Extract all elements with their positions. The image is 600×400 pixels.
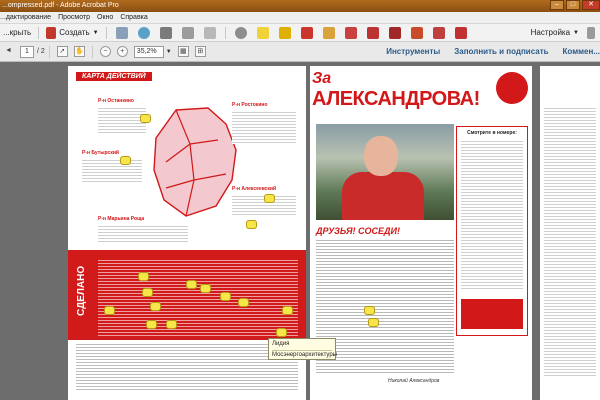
page-total: / 2: [37, 48, 45, 55]
menubar: [0, 12, 600, 24]
redact-icon[interactable]: [367, 27, 379, 39]
done-vertical-label: СДЕЛАНО: [76, 265, 87, 316]
menu-help[interactable]: Справка: [120, 14, 148, 21]
navigation-bar: [0, 42, 600, 62]
sticky-note-icon[interactable]: [282, 306, 293, 315]
create-pdf-icon: [46, 27, 56, 39]
menu-view[interactable]: Просмотр: [58, 14, 91, 21]
toolbar-divider: [38, 27, 39, 39]
photo-person-body: [342, 172, 424, 220]
sticky-note-icon[interactable]: [104, 306, 115, 315]
attach-icon[interactable]: [323, 27, 335, 39]
customize-button[interactable]: [528, 26, 582, 40]
achievements-band: [68, 250, 306, 340]
save-icon[interactable]: [116, 27, 128, 39]
toolbar-expand-icon[interactable]: [587, 27, 595, 39]
menu-edit[interactable]: ...дактирование: [0, 14, 52, 21]
open-button[interactable]: [0, 26, 34, 40]
sticky-note-icon[interactable]: [140, 114, 151, 123]
greeting-heading: ДРУЗЬЯ! СОСЕДИ!: [316, 226, 400, 236]
achievements-text: [98, 258, 298, 336]
sticky-note-icon[interactable]: [264, 194, 275, 203]
district-label-rostokino: Р-н Ростокино: [232, 102, 268, 108]
toolbar-divider: [106, 27, 107, 39]
zoom-out-icon[interactable]: −: [100, 46, 111, 57]
form-icon[interactable]: [455, 27, 467, 39]
district-map: [146, 104, 244, 220]
sticky-note-icon[interactable]: [166, 320, 177, 329]
sticky-note-icon[interactable]: [142, 288, 153, 297]
district-text-maryina-roshcha: [98, 224, 188, 242]
toolbar-divider: [225, 27, 226, 39]
sidebox-text: [461, 139, 523, 289]
hand-tool-icon[interactable]: ✋: [74, 48, 84, 55]
sign-icon[interactable]: [345, 27, 357, 39]
window-controls: [548, 0, 600, 12]
comment-link[interactable]: Коммен...: [562, 47, 600, 56]
fit-width-icon[interactable]: ⊞: [195, 46, 206, 57]
contents-sidebox: [456, 126, 528, 336]
main-toolbar: [0, 24, 600, 42]
sticky-note-icon[interactable]: [238, 298, 249, 307]
sticky-note-icon[interactable]: [186, 280, 197, 289]
left-page-bottom-text: [76, 342, 298, 392]
zoom-in-icon[interactable]: +: [117, 46, 128, 57]
prev-page-icon[interactable]: ◄: [5, 47, 12, 54]
email-icon[interactable]: [204, 27, 216, 39]
sticky-note-icon[interactable]: [368, 318, 379, 327]
sticky-note-icon[interactable]: [200, 284, 211, 293]
annotation-tooltip: [268, 338, 336, 360]
photo-person-head: [364, 136, 398, 176]
share-icon[interactable]: [433, 27, 445, 39]
window-title: ...ompressed.pdf - Adobe Acrobat Pro: [2, 2, 119, 9]
fill-sign-link[interactable]: Заполнить и подписать: [454, 47, 549, 56]
sidebox-title: Смотрите в номере:: [467, 130, 517, 136]
sticky-note-icon[interactable]: [364, 306, 375, 315]
chevron-down-icon[interactable]: ▼: [165, 48, 172, 55]
surname-heading: АЛЕКСАНДРОВА!: [312, 88, 480, 110]
create-label: Создать: [59, 28, 90, 37]
chevron-down-icon: ▼: [92, 29, 99, 36]
navbar-divider: [49, 46, 50, 58]
page-number-input[interactable]: 1: [20, 46, 34, 58]
right-page: [310, 66, 532, 400]
district-text-rostokino: [232, 110, 296, 144]
district-label-maryina-roshcha: Р-н Марьина Роща: [98, 216, 145, 222]
window-titlebar: [0, 0, 600, 12]
tooltip-author: Лидия: [272, 341, 290, 347]
minimize-icon[interactable]: –: [550, 0, 564, 10]
edit-icon[interactable]: [182, 27, 194, 39]
chevron-down-icon: ▼: [573, 29, 579, 36]
district-label-ostankino: Р-н Останкино: [98, 98, 134, 104]
print-icon[interactable]: [160, 27, 172, 39]
zoom-field[interactable]: 35,2%: [134, 46, 164, 58]
za-heading: За: [312, 70, 332, 87]
maximize-icon[interactable]: □: [566, 0, 580, 10]
create-button[interactable]: [43, 26, 101, 40]
cloud-upload-icon[interactable]: [138, 27, 150, 39]
next-page-text: [544, 106, 596, 376]
gear-icon[interactable]: [235, 27, 247, 39]
fit-page-icon[interactable]: ▦: [178, 46, 189, 57]
next-page-partial: [540, 66, 600, 400]
sticky-note-icon[interactable]: [150, 302, 161, 311]
sidebox-footer-block: [461, 299, 523, 329]
sticky-note-icon[interactable]: [246, 220, 257, 229]
comment-icon[interactable]: [257, 27, 269, 39]
sticky-note-icon[interactable]: [276, 328, 287, 337]
district-text-ostankino: [98, 106, 146, 134]
sticky-note-icon[interactable]: [138, 272, 149, 281]
signature-line: Николай Александров: [388, 378, 440, 384]
menu-window[interactable]: Окно: [97, 14, 114, 21]
sticky-note-icon[interactable]: [220, 292, 231, 301]
district-label-butyrsky: Р-н Бутырский: [82, 150, 119, 156]
district-text-butyrsky: [82, 158, 142, 184]
export-icon[interactable]: [411, 27, 423, 39]
tooltip-text: Мосэнергоархитектуры: [272, 352, 337, 358]
left-page-header: КАРТА ДЕЙСТВИЙ: [76, 72, 152, 81]
navbar-divider: [92, 46, 93, 58]
candidate-photo: [316, 124, 454, 220]
select-cursor-icon[interactable]: ➚: [57, 46, 68, 57]
district-label-alekseevsky: Р-н Алексеевский: [232, 186, 277, 192]
party-logo: [496, 72, 528, 104]
review-icon[interactable]: [389, 27, 401, 39]
stamp-icon[interactable]: [301, 27, 313, 39]
sticky-note-icon[interactable]: [120, 156, 131, 165]
sticky-note-icon[interactable]: [146, 320, 157, 329]
open-label: ...крыть: [3, 28, 32, 37]
customize-label: Настройка: [530, 28, 571, 37]
tools-link[interactable]: Инструменты: [386, 47, 441, 56]
close-icon[interactable]: ✕: [582, 0, 600, 10]
highlight-icon[interactable]: [279, 27, 291, 39]
